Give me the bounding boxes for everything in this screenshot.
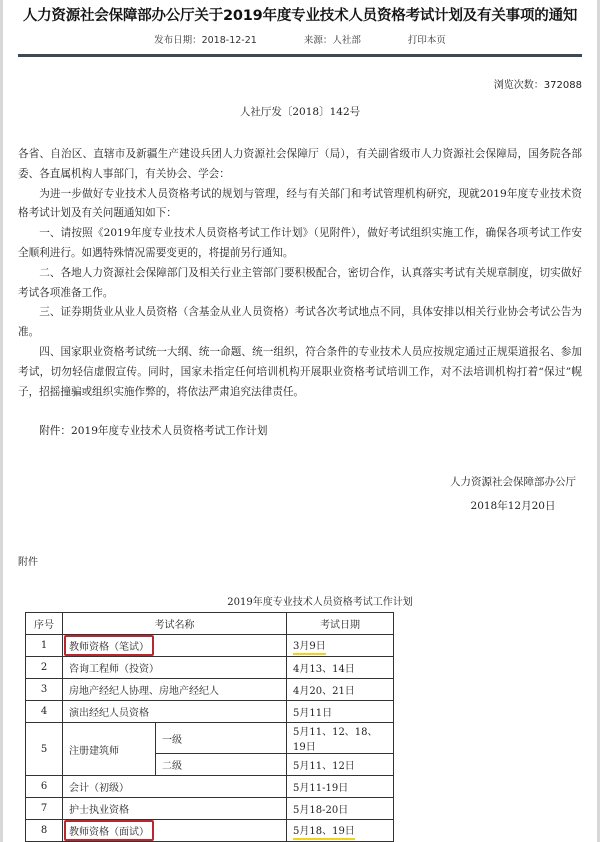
paragraph: 三、证券期货业从业人员资格（含基金从业人员资格）考试各次考试地点不同，具体安排以相关行业协会考试公告为准。 <box>18 306 582 339</box>
row-date: 4月13、14日 <box>287 657 394 679</box>
row-name: 房地产经纪人协理、房地产经纪人 <box>63 679 287 701</box>
header-no: 序号 <box>26 613 63 635</box>
page-title: 人力资源社会保障部办公厅关于2019年度专业技术人员资格考试计划及有关事项的通知 <box>22 8 578 24</box>
row-sub-level: 一级 <box>156 723 287 754</box>
row-no: 7 <box>26 798 63 820</box>
addressee: 各省、自治区、直辖市及新疆生产建设兵团人力资源社会保障厅（局），有关副省级市人力资源社会保障局，国务院各部委、各直属机构人事部门，有关协会、学会： <box>18 148 582 180</box>
row-no: 6 <box>26 776 63 798</box>
source: 来源：人社部 <box>303 35 361 46</box>
highlight-box: 教师资格（笔试） <box>64 635 154 656</box>
publish-date: 发布日期：2018-12-21 <box>154 35 257 46</box>
signature-date: 2018年12月20日 <box>470 500 556 513</box>
paragraph: 为进一步做好专业技术人员资格考试的规划与管理，经与有关部门和考试管理机构研究，现就2019年度专业技术资格考试计划及有关问题通知如下： <box>18 187 582 220</box>
paragraph: 一、请按照《2019年度专业技术人员资格考试工作计划》（见附件），做好考试组织实施工作，确保各项考试工作安全顺利进行。如遇特殊情况需要变更的，将提前另行通知。 <box>18 227 582 259</box>
table-row <box>26 635 394 657</box>
row-date: 5月11、12、18、19日 <box>287 723 394 754</box>
header-divider <box>18 54 582 57</box>
page-edge-left <box>0 0 3 842</box>
row-no: 8 <box>26 820 63 842</box>
row-name: 咨询工程师（投资） <box>63 657 287 679</box>
row-name <box>63 635 287 657</box>
row-name: 演出经纪人员资格 <box>63 701 287 723</box>
highlight-box: 教师资格（面试） <box>64 820 154 841</box>
row-date: 4月20、21日 <box>287 679 394 701</box>
attachment-label: 附件 <box>18 557 38 569</box>
table-title: 2019年度专业技术人员资格考试工作计划 <box>227 597 413 609</box>
row-date <box>287 820 394 842</box>
row-name: 会计（初级） <box>63 776 287 798</box>
table-row <box>26 776 394 798</box>
attachment-note: 附件：2019年度专业技术人员资格考试工作计划 <box>39 425 268 438</box>
signature-block <box>438 470 588 518</box>
highlight-underline: 3月9日 <box>293 637 326 655</box>
row-no: 2 <box>26 657 63 679</box>
header-name: 考试名称 <box>63 613 287 635</box>
row-date: 5月11-19日 <box>287 776 394 798</box>
row-sub-level: 二级 <box>156 754 287 776</box>
paragraph: 二、各地人力资源社会保障部门及相关行业主管部门要积极配合，密切合作，认真落实考试有关规章制度，切实做好考试各项准备工作。 <box>18 266 582 299</box>
paragraph: 四、国家职业资格考试统一大纲、统一命题、统一组织，符合条件的专业技术人员应按规定通过正规渠道报名、参加考试，切勿轻信虚假宣传。同时，国家未指定任何培训机构开展职业资格考试培训工作，对不法培训机构打着“保过”幌子，招摇撞骗或组织实施作弊的，将依法严肃追究法律责任。 <box>18 345 582 398</box>
signature-org: 人力资源社会保障部办公厅 <box>450 476 576 489</box>
table-row <box>26 679 394 701</box>
row-date: 5月11、12日 <box>287 754 394 776</box>
row-date <box>287 635 394 657</box>
document-body <box>18 145 582 442</box>
table-row <box>26 723 394 754</box>
row-no: 4 <box>26 701 63 723</box>
table-row <box>26 798 394 820</box>
table-row <box>26 657 394 679</box>
header-date: 考试日期 <box>287 613 394 635</box>
table-header-row <box>26 613 394 635</box>
row-name <box>63 820 287 842</box>
print-page-link[interactable]: 打印本页 <box>407 35 446 46</box>
article-meta <box>18 34 582 47</box>
document-number: 人社厅发〔2018〕142号 <box>239 106 361 118</box>
table-row <box>26 820 394 842</box>
highlight-underline: 5月18、19日 <box>293 822 355 840</box>
view-count: 浏览次数：372088 <box>493 80 582 91</box>
row-no: 1 <box>26 635 63 657</box>
row-name: 注册建筑师 <box>63 723 156 776</box>
row-date: 5月18-20日 <box>287 798 394 820</box>
table-row <box>26 701 394 723</box>
row-no: 5 <box>26 723 63 776</box>
row-date: 5月11日 <box>287 701 394 723</box>
row-name: 护士执业资格 <box>63 798 287 820</box>
row-no: 3 <box>26 679 63 701</box>
exam-schedule-table <box>25 612 394 842</box>
